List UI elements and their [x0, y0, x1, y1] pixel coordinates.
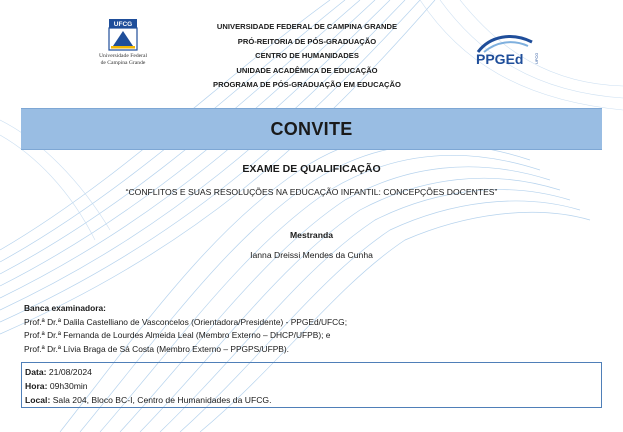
committee-label: Banca examinadora: — [24, 303, 106, 313]
committee-member: Prof.ª Dr.ª Fernanda de Lourdes Almeida Leal (Membro Externo – DHCP/UFPB); e — [24, 330, 331, 340]
time-label: Hora: — [25, 381, 48, 391]
time-value: 09h30min — [49, 381, 88, 391]
event-details-box — [21, 362, 602, 408]
place-row — [25, 393, 598, 407]
date-value: 21/08/2024 — [48, 367, 92, 377]
ufcg-emblem-icon — [106, 19, 140, 51]
header-line: PRÓ-REITORIA DE PÓS-GRADUAÇÃO — [237, 36, 377, 46]
date-row — [25, 365, 598, 379]
date-label: Data: — [25, 367, 47, 377]
candidate-role-label: Mestranda — [290, 230, 333, 240]
place-value: Sala 204, Bloco BC-I, Centro de Humanidades da UFCG. — [52, 395, 272, 405]
place-label: Local: — [25, 395, 51, 405]
header-line: PROGRAMA DE PÓS-GRADUAÇÃO EM EDUCAÇÃO — [213, 80, 401, 90]
header-line: UNIVERSIDADE FEDERAL DE CAMPINA GRANDE — [216, 22, 398, 31]
ppged-logo — [472, 30, 544, 70]
ufcg-caption-line: Universidade Federal — [99, 53, 147, 59]
svg-text:PPGEd: PPGEd — [476, 51, 524, 67]
institution-header — [176, 20, 438, 93]
committee-member: Prof.ª Dr.ª Dalila Castelliano de Vasconcelos (Orientadora/Presidente) - PPGEd/UFCG; — [24, 316, 348, 327]
candidate-name: Ianna Dreissi Mendes da Cunha — [250, 250, 373, 260]
svg-text:UFCG: UFCG — [534, 52, 539, 64]
svg-text:UFCG: UFCG — [113, 21, 133, 28]
exam-title: EXAME DE QUALIFICAÇÃO — [242, 163, 381, 175]
examination-committee — [24, 302, 584, 356]
ufcg-logo — [92, 19, 154, 66]
banner-title: CONVITE — [270, 118, 353, 139]
committee-member: Prof.ª Dr.ª Lívia Braga de Sá Costa (Membro Externo – PPGPS/UFPB). — [24, 343, 289, 354]
header-line: UNIDADE ACADÊMICA DE EDUCAÇÃO — [236, 65, 378, 75]
ufcg-caption-line: de Campina Grande — [100, 59, 146, 66]
time-row — [25, 379, 598, 393]
header-line: CENTRO DE HUMANIDADES — [255, 51, 359, 61]
invitation-banner — [21, 108, 602, 150]
thesis-title: “CONFLITOS E SUAS RESOLUÇÕES NA EDUCAÇÃO INFANTIL: CONCEPÇÕES DOCENTES” — [125, 187, 498, 197]
